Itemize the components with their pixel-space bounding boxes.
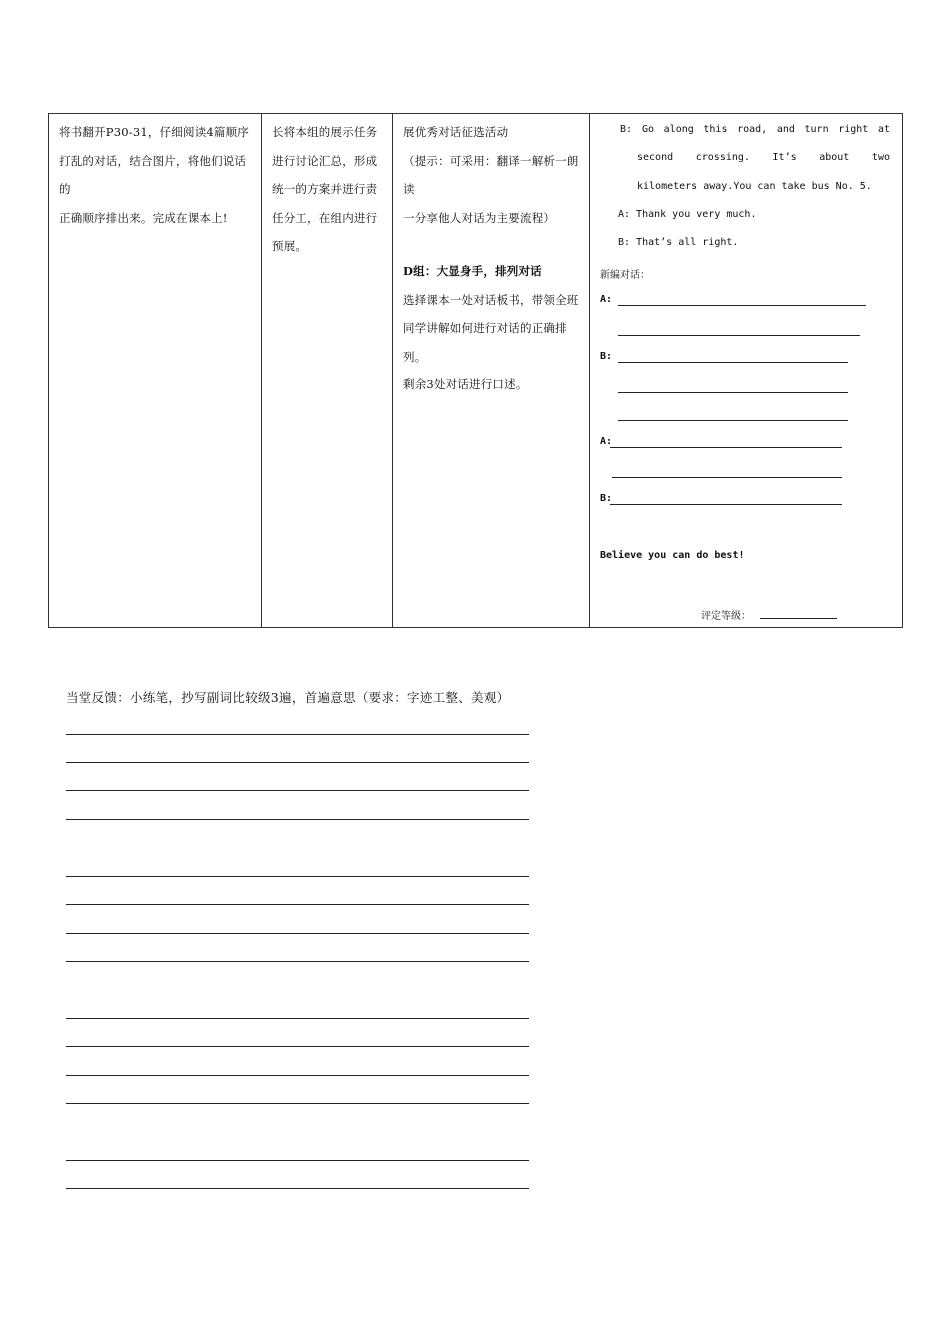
cell-reading-task: [49, 114, 262, 628]
writing-line[interactable]: [66, 933, 529, 934]
a-thanks: A: Thank you very much.: [618, 209, 757, 220]
new-dialog-label: 新编对话：: [600, 270, 650, 281]
group-d-title: D组：大显身手，排列对话: [403, 264, 542, 278]
showcase-hint: （提示：可采用：翻译一解析一朗读: [403, 153, 579, 196]
answer-line[interactable]: [618, 335, 860, 336]
answer-line[interactable]: [610, 504, 842, 505]
showcase-text: [403, 118, 585, 232]
writing-line[interactable]: [66, 819, 529, 820]
group-d-line: 剩余3处对话进行口述。: [403, 377, 528, 391]
cell-dialogue: [590, 114, 903, 628]
rating-label: 评定等级：: [701, 611, 751, 622]
answer-line[interactable]: [618, 420, 848, 421]
group-discussion-text: [272, 118, 388, 261]
discussion-line: 长将本组的展示任务: [272, 125, 378, 139]
b-all-right: B: That’s all right.: [618, 237, 739, 248]
writing-line[interactable]: [66, 1160, 529, 1161]
writing-line[interactable]: [66, 904, 529, 905]
group-d-line: 同学讲解如何进行对话的正确排: [403, 321, 567, 335]
speaker-b-1: B:: [600, 351, 613, 362]
b-line-2: second crossing. It’s about two: [637, 152, 890, 163]
discussion-line: 进行讨论汇总，形成: [272, 153, 378, 168]
answer-line[interactable]: [612, 477, 842, 478]
writing-line[interactable]: [66, 961, 529, 962]
reading-task-line: 将书翻开P30-31，仔细阅读4篇顺序: [59, 125, 250, 139]
writing-line[interactable]: [66, 1046, 529, 1047]
speaker-a-1: A:: [600, 294, 613, 305]
group-d-line: 选择课本一处对话板书，带领全班: [403, 292, 579, 307]
writing-line[interactable]: [66, 1103, 529, 1104]
b-line-3: kilometers away.You can take bus No. 5.: [637, 181, 872, 192]
reading-task-text: [59, 118, 255, 232]
answer-line[interactable]: [610, 447, 842, 448]
group-d-section: [403, 257, 585, 399]
feedback-title: 当堂反馈：小练笔，抄写副词比较级3遍，首遍意思（要求：字迹工整、美观）: [66, 690, 510, 705]
writing-line[interactable]: [66, 1075, 529, 1076]
group-d-line: 列。: [403, 349, 427, 364]
reading-task-line: 正确顺序排出来。完成在课本上!: [59, 210, 228, 225]
discussion-line: 任分工，在组内进行: [272, 210, 378, 225]
b-line-1: Go along this road, and turn right at: [642, 124, 890, 135]
answer-line[interactable]: [618, 362, 848, 363]
motto: Believe you can do best!: [600, 550, 745, 561]
speaker-a-2: A:: [600, 436, 613, 447]
writing-line[interactable]: [66, 1018, 529, 1019]
activity-table: [48, 113, 903, 628]
cell-showcase: [393, 114, 590, 628]
reading-task-line: 打乱的对话，结合图片，将他们说话的: [59, 153, 247, 196]
writing-line[interactable]: [66, 1188, 529, 1189]
writing-line[interactable]: [66, 762, 529, 763]
rating-line[interactable]: [760, 618, 837, 619]
b-label: B:: [620, 124, 633, 135]
answer-line[interactable]: [618, 305, 866, 306]
showcase-line: 展优秀对话征选活动: [403, 125, 509, 139]
discussion-line: 预展。: [272, 239, 308, 253]
writing-line[interactable]: [66, 734, 529, 735]
answer-line[interactable]: [618, 392, 848, 393]
speaker-b-2: B:: [600, 493, 613, 504]
showcase-hint: 一分享他人对话为主要流程）: [403, 210, 556, 225]
cell-group-discussion: [262, 114, 393, 628]
writing-line[interactable]: [66, 790, 529, 791]
writing-line[interactable]: [66, 876, 529, 877]
discussion-line: 统一的方案并进行责: [272, 182, 378, 196]
